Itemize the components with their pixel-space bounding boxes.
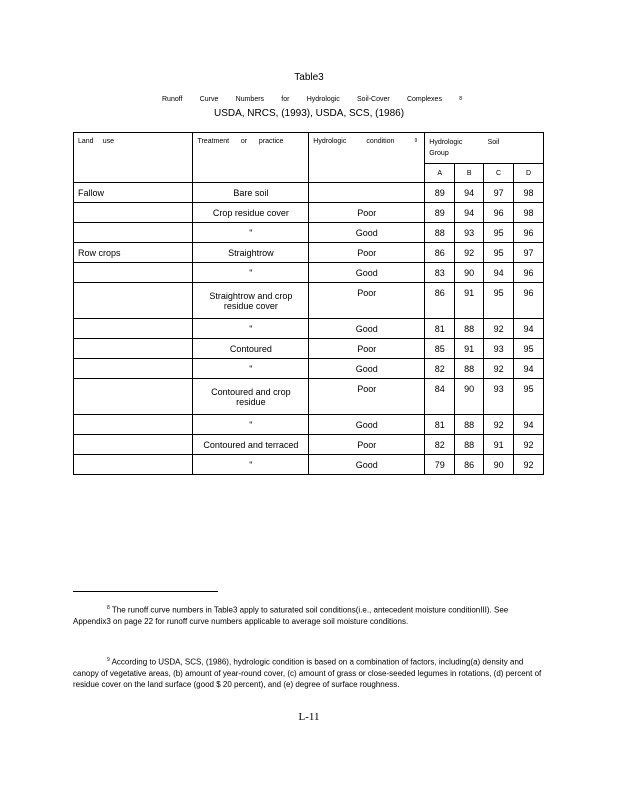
land-use-cell [74, 339, 193, 359]
header-group-c: C [484, 164, 514, 183]
value-a: 86 [425, 283, 455, 319]
land-use-cell [74, 455, 193, 475]
subtitle-word: Hydrologic [306, 96, 340, 103]
table-sources: USDA, NRCS, (1993), USDA, SCS, (1986) [213, 108, 405, 119]
footnote-mark: 8 [459, 96, 462, 102]
value-b: 86 [455, 455, 484, 475]
value-b: 88 [455, 319, 484, 339]
value-b: 92 [455, 243, 484, 263]
value-b: 88 [455, 359, 484, 379]
table-row [74, 379, 544, 415]
value-b: 91 [455, 283, 484, 319]
land-use-cell [74, 379, 193, 415]
subtitle-word: Numbers [235, 96, 265, 103]
subtitle-word: Soil-Cover [357, 96, 390, 103]
value-a: 79 [425, 455, 455, 475]
curve-number-table [73, 132, 544, 475]
value-d: 98 [514, 203, 544, 223]
condition-cell: Poor [309, 283, 425, 319]
value-c: 93 [484, 339, 514, 359]
table-row [74, 223, 544, 243]
table-row [74, 183, 544, 203]
table-row [74, 359, 544, 379]
header-hydrologic-condition: Hydrologic condition 9 [309, 133, 425, 183]
condition-cell: Poor [309, 379, 425, 415]
header-group-d: D [514, 164, 544, 183]
treatment-cell: Crop residue cover [193, 203, 309, 223]
land-use-cell [74, 359, 193, 379]
condition-cell: Poor [309, 203, 425, 223]
condition-cell: Poor [309, 435, 425, 455]
value-d: 95 [514, 379, 544, 415]
value-b: 88 [455, 435, 484, 455]
land-use-cell [74, 435, 193, 455]
value-d: 94 [514, 319, 544, 339]
table-title: Table3 [294, 72, 324, 83]
subtitle-word: Curve [199, 96, 219, 103]
treatment-cell: Bare soil [193, 183, 309, 203]
value-c: 91 [484, 435, 514, 455]
land-use-cell: Row crops [74, 243, 193, 263]
land-use-cell [74, 415, 193, 435]
condition-cell: Good [309, 455, 425, 475]
treatment-cell: " [193, 455, 309, 475]
subtitle-word: for [281, 96, 290, 103]
value-d: 97 [514, 243, 544, 263]
treatment-cell: Contoured [193, 339, 309, 359]
value-d: 94 [514, 359, 544, 379]
value-d: 92 [514, 435, 544, 455]
treatment-cell: Straightrow [193, 243, 309, 263]
table-row [74, 435, 544, 455]
land-use-cell [74, 263, 193, 283]
value-c: 92 [484, 359, 514, 379]
table-row [74, 283, 544, 319]
value-c: 92 [484, 415, 514, 435]
value-a: 86 [425, 243, 455, 263]
value-c: 94 [484, 263, 514, 283]
treatment-cell: " [193, 263, 309, 283]
land-use-cell [74, 319, 193, 339]
value-c: 90 [484, 455, 514, 475]
value-d: 96 [514, 263, 544, 283]
treatment-cell: Straightrow and crop residue cover [193, 283, 309, 319]
treatment-cell: " [193, 223, 309, 243]
condition-cell: Good [309, 223, 425, 243]
value-a: 85 [425, 339, 455, 359]
table-row [74, 263, 544, 283]
table-row [74, 203, 544, 223]
header-group-a: A [425, 164, 455, 183]
land-use-cell [74, 223, 193, 243]
treatment-cell: " [193, 415, 309, 435]
value-c: 95 [484, 283, 514, 319]
value-b: 91 [455, 339, 484, 359]
value-c: 96 [484, 203, 514, 223]
value-a: 83 [425, 263, 455, 283]
value-c: 97 [484, 183, 514, 203]
subtitle-word: Runoff [162, 96, 183, 103]
footnote-9: $^9$ According to USDA, SCS, (1986), hydrologic condition is based on a combination of factors, including(a) density and canopy of vegetative areas, (b) amount of year-round cover, (c) amount of grass or close-seeded legumes in rotations, (d) percent of residue cover on the land surface (good $ 20 percent), and (e) degree of surface roughness. [73, 657, 542, 689]
header-treatment: Treatment or practice [193, 133, 309, 183]
treatment-cell: " [193, 319, 309, 339]
condition-cell: Good [309, 415, 425, 435]
condition-cell: Poor [309, 339, 425, 359]
value-a: 81 [425, 319, 455, 339]
value-d: 94 [514, 415, 544, 435]
footnote-8: $^8$ The runoff curve numbers in Table3 apply to saturated soil conditions(i.e., antecedent moisture conditionIII). See Appendix3 on page 22 for runoff curve numbers applicable to average soil moisture conditions. [73, 605, 509, 626]
page-number: L-11 [298, 711, 320, 723]
table-row [74, 319, 544, 339]
value-a: 81 [425, 415, 455, 435]
value-b: 88 [455, 415, 484, 435]
treatment-cell: " [193, 359, 309, 379]
value-d: 98 [514, 183, 544, 203]
condition-cell: Poor [309, 243, 425, 263]
condition-cell [309, 183, 425, 203]
table-row [74, 243, 544, 263]
value-a: 82 [425, 435, 455, 455]
value-b: 94 [455, 203, 484, 223]
value-c: 93 [484, 379, 514, 415]
value-c: 92 [484, 319, 514, 339]
value-a: 89 [425, 183, 455, 203]
header-land-use: Land use [74, 133, 193, 183]
value-a: 82 [425, 359, 455, 379]
condition-cell: Good [309, 263, 425, 283]
value-b: 93 [455, 223, 484, 243]
land-use-cell [74, 203, 193, 223]
value-d: 96 [514, 223, 544, 243]
table-row [74, 339, 544, 359]
condition-cell: Good [309, 359, 425, 379]
header-group-b: B [455, 164, 484, 183]
value-d: 96 [514, 283, 544, 319]
value-b: 90 [455, 263, 484, 283]
header-soil-group: Hydrologic Soil Group [425, 133, 544, 164]
value-b: 90 [455, 379, 484, 415]
table-subtitle [162, 96, 462, 103]
land-use-cell: Fallow [74, 183, 193, 203]
value-a: 89 [425, 203, 455, 223]
table-row [74, 415, 544, 435]
footnote-divider [73, 591, 218, 592]
value-d: 95 [514, 339, 544, 359]
table-row [74, 455, 544, 475]
land-use-cell [74, 283, 193, 319]
treatment-cell: Contoured and crop residue [193, 379, 309, 415]
condition-cell: Good [309, 319, 425, 339]
subtitle-word: Complexes [406, 96, 442, 103]
value-d: 92 [514, 455, 544, 475]
value-c: 95 [484, 223, 514, 243]
value-a: 88 [425, 223, 455, 243]
treatment-cell: Contoured and terraced [193, 435, 309, 455]
value-c: 95 [484, 243, 514, 263]
value-a: 84 [425, 379, 455, 415]
value-b: 94 [455, 183, 484, 203]
